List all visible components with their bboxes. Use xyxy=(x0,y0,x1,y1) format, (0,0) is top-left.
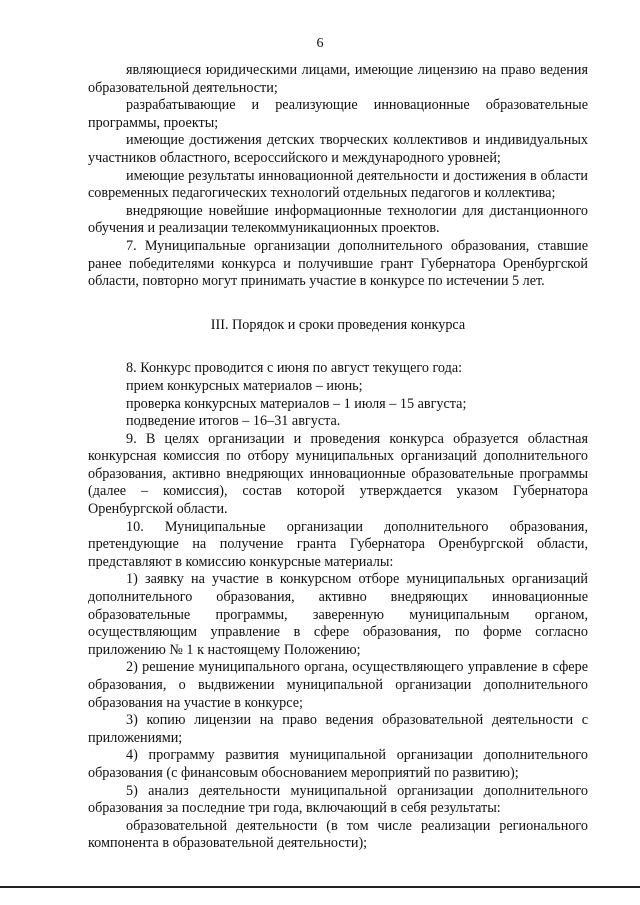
paragraph: 1) заявку на участие в конкурсном отборе муниципальных организаций дополнительного образования, активно внедряющих инновационные образовательные программы, заверенную муниципальным органом, осуществляющим управление в сфере образования, по форме согласно приложению № 1 к настоящему Положению; xyxy=(88,571,588,658)
paragraph: подведение итогов – 16–31 августа. xyxy=(126,413,341,430)
page-number: 6 xyxy=(316,36,324,51)
paragraph: 7. Муниципальные организации дополнительного образования, ставшие ранее победителями конкурса и получившие грант Губернатора Оренбургской области, повторно могут принимать участие в конкурсе по истечении 5 лет. xyxy=(88,237,588,290)
paragraph: 5) анализ деятельности муниципальной организации дополнительного образования за последние три года, включающий в себя результаты: xyxy=(88,782,588,817)
paragraph: 8. Конкурс проводится с июня по август текущего года: xyxy=(126,360,463,377)
paragraph-group-bottom xyxy=(88,360,588,853)
paragraph: 4) программу развития муниципальной организации дополнительного образования (с финансовым обоснованием мероприятий по развитию); xyxy=(88,747,588,781)
paragraph: разрабатывающие и реализующие инновационные образовательные программы, проекты; xyxy=(88,97,588,131)
paragraph: 9. В целях организации и проведения конкурса образуется областная конкурсная комиссия по отбору муниципальных организаций дополнительного образования, активно внедряющих инновационные образовательные программы (далее – комиссия), состав которой утверждается указом Губернатора Оренбургской области. xyxy=(88,430,588,518)
paragraph: 3) копию лицензии на право ведения образовательной деятельности с приложениями; xyxy=(88,712,588,746)
page-bottom-rule xyxy=(0,886,640,888)
paragraph-group-top xyxy=(88,62,588,291)
section-title: III. Порядок и сроки проведения конкурса xyxy=(210,316,466,333)
paragraph: 10. Муниципальные организации дополнительного образования, претендующие на получение гранта Губернатора Оренбургской области, представляют в комиссию конкурсные материалы: xyxy=(88,518,588,570)
paragraph: 2) решение муниципального органа, осуществляющего управление в сфере образования, о выдвижении муниципальной организации дополнительного образования на участие в конкурсе; xyxy=(88,659,588,711)
paragraph: являющиеся юридическими лицами, имеющие лицензию на право ведения образовательной деятельности; xyxy=(88,62,588,96)
document-body xyxy=(88,62,588,853)
paragraph: прием конкурсных материалов – июнь; xyxy=(126,377,363,394)
paragraph: проверка конкурсных материалов – 1 июля – 15 августа; xyxy=(126,395,467,412)
paragraph: имеющие достижения детских творческих коллективов и индивидуальных участников областного, всероссийского и международного уровней; xyxy=(88,132,588,166)
paragraph: внедряющие новейшие информационные технологии для дистанционного обучения и реализации телекоммуникационных проектов. xyxy=(88,202,588,237)
paragraph: имеющие результаты инновационной деятельности и достижения в области современных педагогических технологий отдельных педагогов и коллектива; xyxy=(88,167,588,202)
paragraph: образовательной деятельности (в том числе реализации регионального компонента в образовательной деятельности); xyxy=(88,817,588,852)
